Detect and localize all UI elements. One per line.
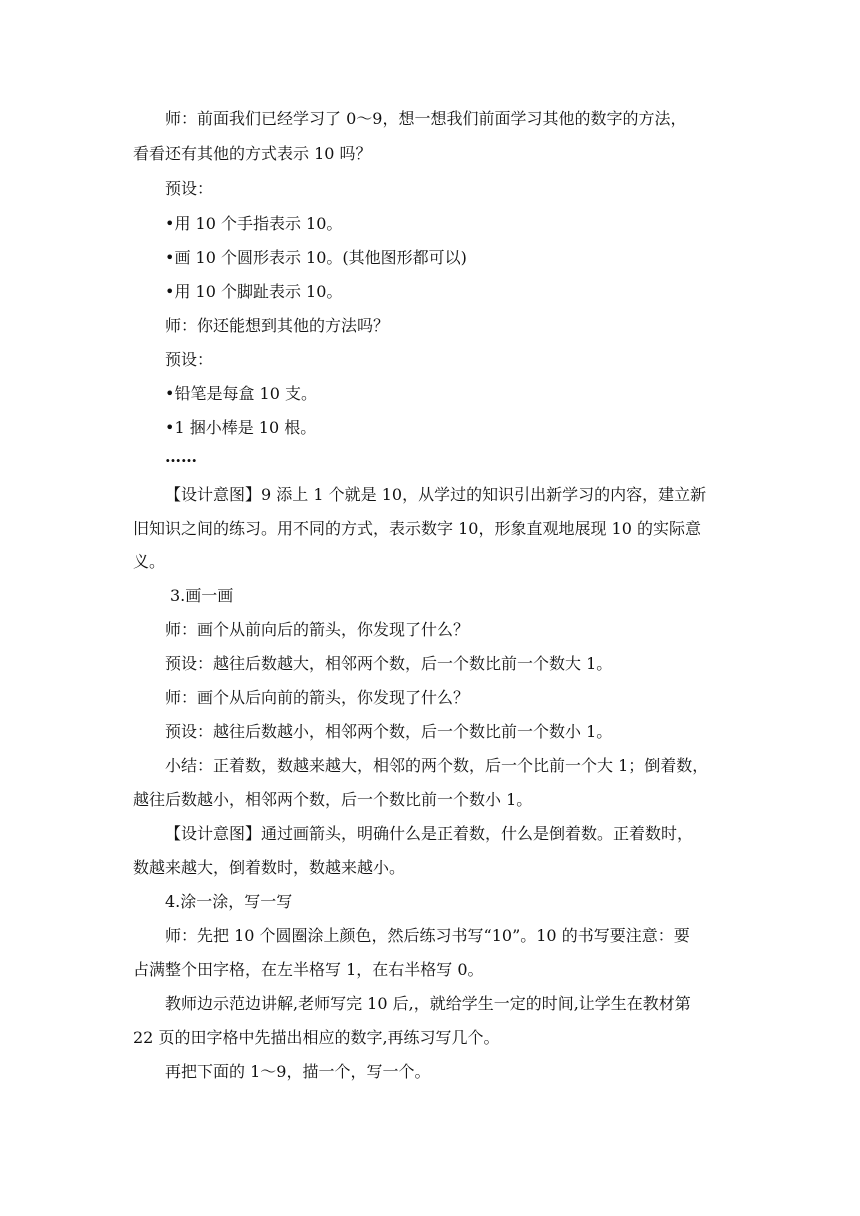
paragraph-line: 【设计意图】9 添上 1 个就是 10，从学过的知识引出新学习的内容，建立新	[165, 485, 707, 504]
paragraph-line: 再把下面的 1～9，描一个，写一个。	[165, 1062, 431, 1081]
paragraph-line: 数越来越大，倒着数时，数越来越小。	[133, 858, 406, 877]
paragraph-line: 预设：	[165, 350, 214, 369]
bullet-item: •铅笔是每盒 10 支。	[165, 384, 317, 403]
paragraph-line: 旧知识之间的练习。用不同的方式，表示数字 10，形象直观地展现 10 的实际意	[133, 519, 701, 538]
paragraph-line: 师：你还能想到其他的方法吗？	[165, 316, 390, 335]
paragraph-line: 【设计意图】通过画箭头，明确什么是正着数，什么是倒着数。正着数时，	[165, 824, 694, 843]
bullet-item: •用 10 个脚趾表示 10。	[165, 282, 343, 301]
bullet-item: •1 捆小棒是 10 根。	[165, 418, 317, 437]
paragraph-line: 看看还有其他的方式表示 10 吗？	[133, 144, 372, 163]
paragraph-line: 占满整个田字格，在左半格写 1，在右半格写 0。	[133, 960, 484, 979]
paragraph-line: 师：画个从前向后的箭头，你发现了什么？	[165, 620, 470, 639]
paragraph-line: 师：画个从后向前的箭头，你发现了什么？	[165, 688, 470, 707]
section-heading: 3.画一画	[170, 586, 234, 605]
paragraph-line: 预设：越往后数越小，相邻两个数，后一个数比前一个数小 1。	[165, 722, 613, 741]
paragraph-line: 小结：正着数，数越来越大，相邻的两个数，后一个比前一个大 1；倒着数，	[165, 756, 709, 775]
bullet-item: •画 10 个圆形表示 10。(其他图形都可以)	[165, 248, 467, 267]
paragraph-line: 22 页的田字格中先描出相应的数字,再练习写几个。	[133, 1028, 500, 1047]
section-heading: 4.涂一涂，写一写	[165, 892, 293, 911]
bullet-item: •用 10 个手指表示 10。	[165, 214, 343, 233]
ellipsis: ……	[165, 447, 197, 466]
paragraph-line: 越往后数越小，相邻两个数，后一个数比前一个数小 1。	[133, 790, 533, 809]
paragraph-line: 义。	[133, 552, 166, 571]
paragraph-line: 教师边示范边讲解,老师写完 10 后,，就给学生一定的时间,让学生在教材第	[165, 994, 691, 1013]
paragraph-line: 师：先把 10 个圆圈涂上颜色，然后练习书写“10”。10 的书写要注意：要	[165, 926, 690, 945]
paragraph-line: 预设：越往后数越大，相邻两个数，后一个数比前一个数大 1。	[165, 654, 613, 673]
paragraph-line: 预设：	[165, 179, 214, 198]
paragraph-line: 师：前面我们已经学习了 0～9，想一想我们前面学习其他的数字的方法，	[165, 109, 687, 128]
